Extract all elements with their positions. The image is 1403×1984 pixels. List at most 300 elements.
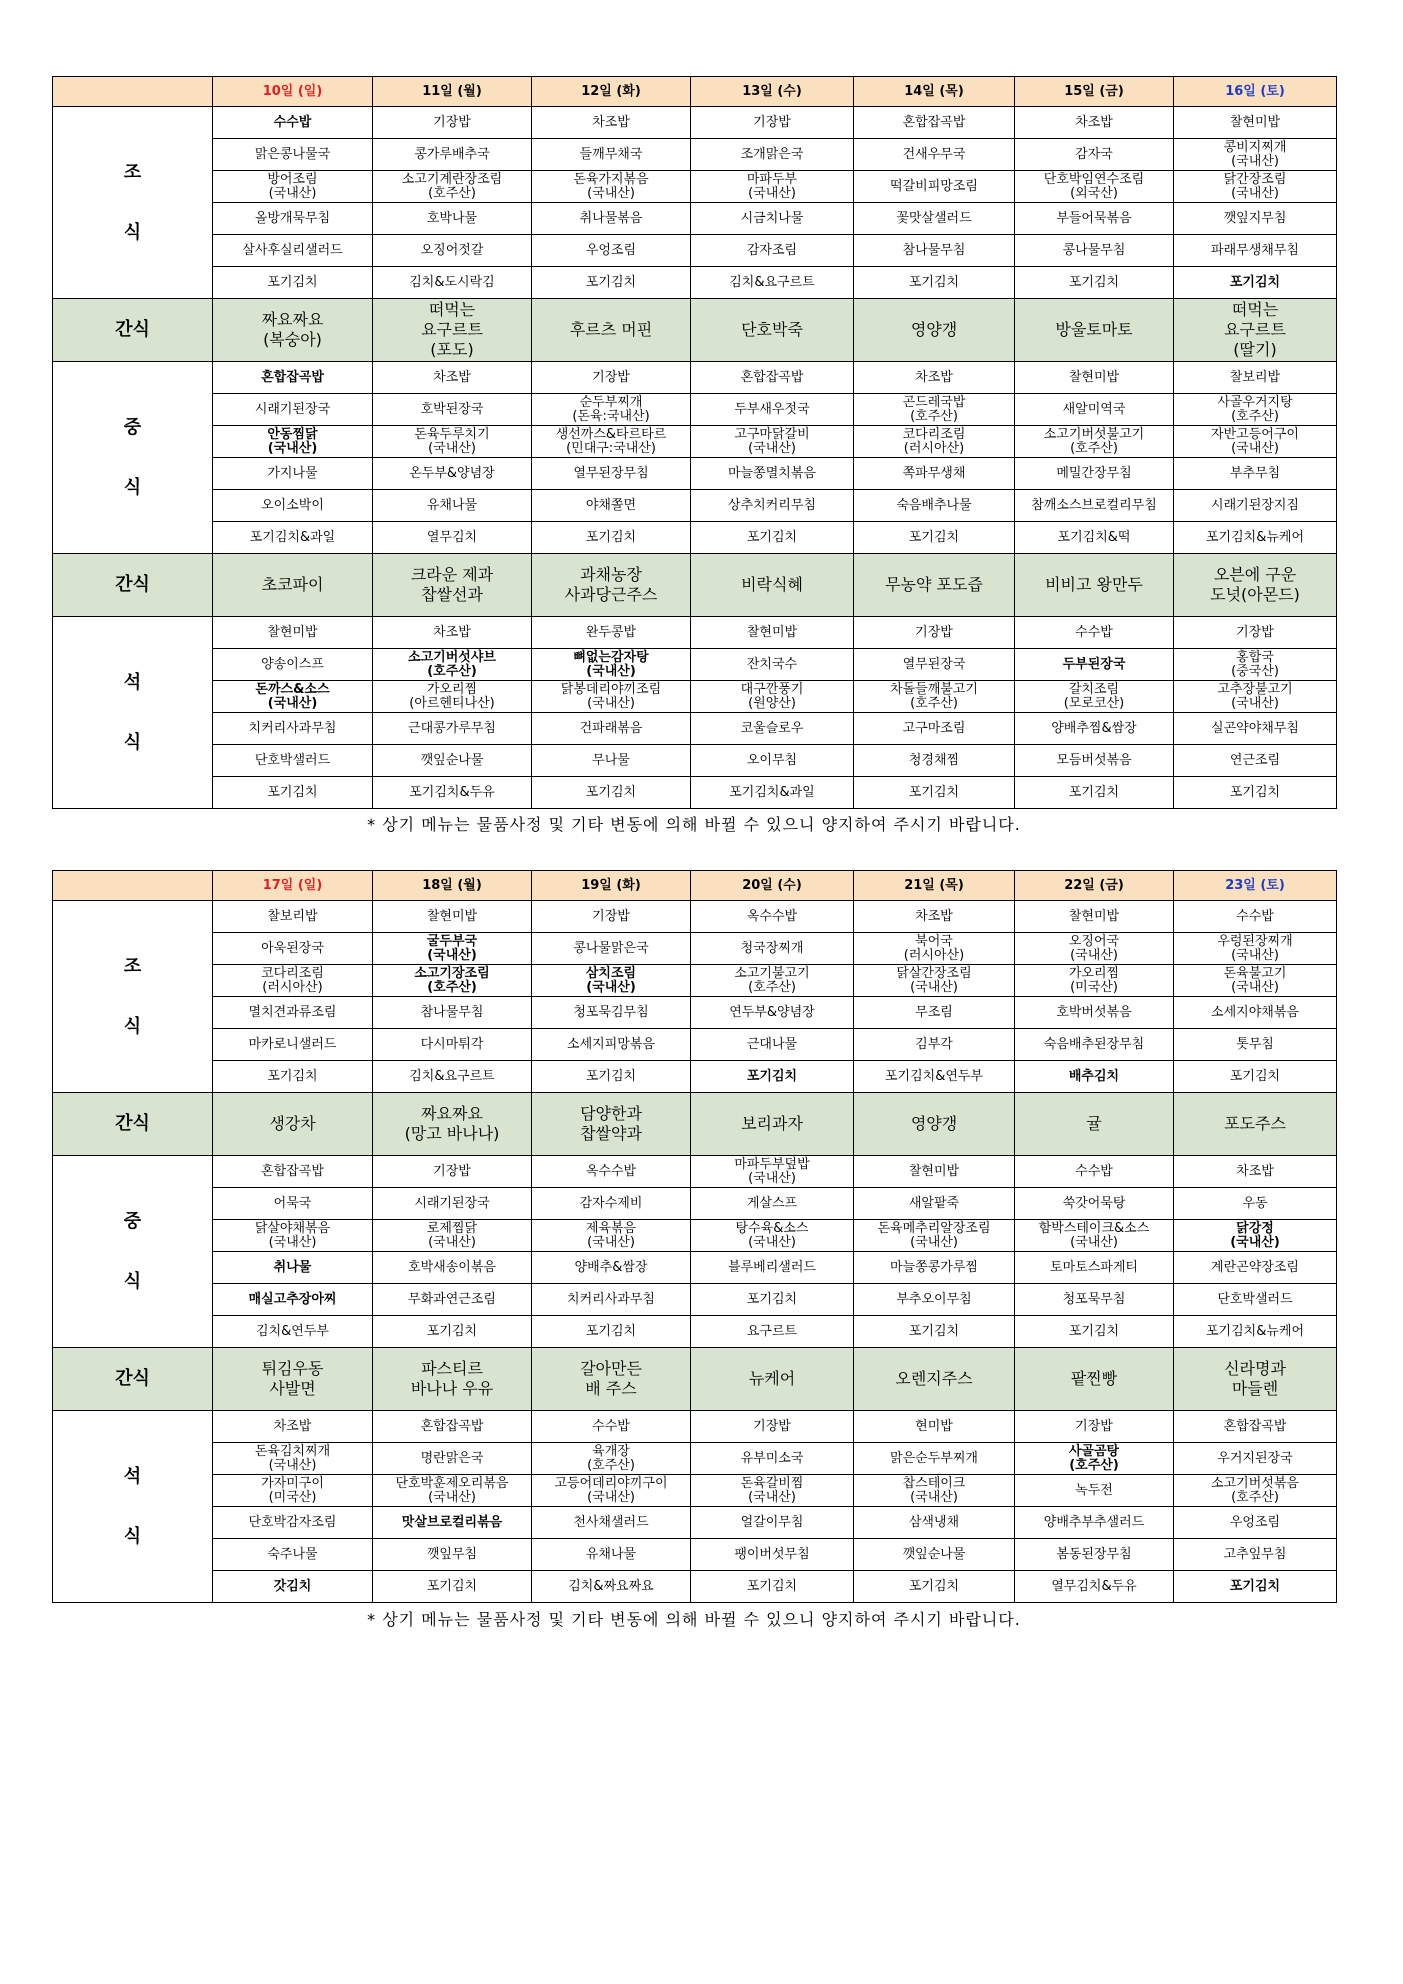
lunch-item: 기장밥: [532, 362, 691, 394]
lunch-item: 열무김치: [373, 522, 532, 554]
snack-item: 담양한과 찹쌀약과: [532, 1093, 691, 1156]
snack-label: 간식: [53, 1093, 213, 1156]
dinner-item: 혼합잡곡밥: [1174, 1411, 1337, 1443]
breakfast-item: 포기김치: [1015, 267, 1174, 299]
breakfast-item: 기장밥: [691, 107, 854, 139]
dinner-item: 차조밥: [213, 1411, 373, 1443]
lunch-item: 요구르트: [691, 1316, 854, 1348]
dinner-item: 포기김치: [854, 777, 1015, 809]
breakfast-item: 삼치조림 (국내산): [532, 965, 691, 997]
breakfast-item: 아욱된장국: [213, 933, 373, 965]
snack-item: 파스티르 바나나 우유: [373, 1348, 532, 1411]
lunch-item: 김치&연두부: [213, 1316, 373, 1348]
dinner-item: 포기김치&과일: [691, 777, 854, 809]
breakfast-item: 오징어젓갈: [373, 235, 532, 267]
snack-item: 튀김우동 사발면: [213, 1348, 373, 1411]
lunch-item: 가지나물: [213, 458, 373, 490]
lunch-item: 옥수수밥: [532, 1156, 691, 1188]
lunch-item: 포기김치: [373, 1316, 532, 1348]
dinner-item: 차조밥: [373, 617, 532, 649]
breakfast-item: 가오리찜 (미국산): [1015, 965, 1174, 997]
lunch-item: 두부새우젓국: [691, 394, 854, 426]
dinner-item: 봄동된장무침: [1015, 1539, 1174, 1571]
dinner-item: 맛살브로컬리볶음: [373, 1507, 532, 1539]
snack-item: 영양갱: [854, 299, 1015, 362]
lunch-item: 포기김치: [532, 1316, 691, 1348]
dinner-item: 명란맑은국: [373, 1443, 532, 1475]
breakfast-item: 포기김치: [691, 1061, 854, 1093]
snack-item: 생강차: [213, 1093, 373, 1156]
day-header: 10일 (일): [213, 77, 373, 107]
dinner-label: 석 식: [53, 1411, 213, 1603]
snack-item: 갈아만든 배 주스: [532, 1348, 691, 1411]
lunch-item: 양배추&쌈장: [532, 1252, 691, 1284]
dinner-item: 양배추부추샐러드: [1015, 1507, 1174, 1539]
breakfast-item: 시금치나물: [691, 203, 854, 235]
breakfast-item: 올방개묵무침: [213, 203, 373, 235]
breakfast-item: 마파두부 (국내산): [691, 171, 854, 203]
breakfast-item: 포기김치: [532, 267, 691, 299]
lunch-item: 돈육두루치기 (국내산): [373, 426, 532, 458]
dinner-item: 고등어데리야끼구이 (국내산): [532, 1475, 691, 1507]
lunch-item: 순두부찌개 (돈육:국내산): [532, 394, 691, 426]
lunch-item: 돈육메추리알장조림 (국내산): [854, 1220, 1015, 1252]
breakfast-item: 찰보리밥: [213, 901, 373, 933]
dinner-item: 차돌들깨불고기 (호주산): [854, 681, 1015, 713]
breakfast-item: 근대나물: [691, 1029, 854, 1061]
breakfast-item: 꽃맛살샐러드: [854, 203, 1015, 235]
breakfast-item: 굴두부국 (국내산): [373, 933, 532, 965]
breakfast-item: 콩나물무침: [1015, 235, 1174, 267]
dinner-item: 닭봉데리야끼조림 (국내산): [532, 681, 691, 713]
breakfast-item: 연두부&양념장: [691, 997, 854, 1029]
dinner-item: 갈치조림 (모로코산): [1015, 681, 1174, 713]
lunch-item: 참깨소스브로컬리무침: [1015, 490, 1174, 522]
dinner-item: 오이무침: [691, 745, 854, 777]
breakfast-item: 포기김치&연두부: [854, 1061, 1015, 1093]
dinner-item: 수수밥: [1015, 617, 1174, 649]
day-header: 22일 (금): [1015, 871, 1174, 901]
breakfast-item: 부들어묵볶음: [1015, 203, 1174, 235]
lunch-item: 혼합잡곡밥: [691, 362, 854, 394]
breakfast-item: 떡갈비피망조림: [854, 171, 1015, 203]
snack-item: 비락식혜: [691, 554, 854, 617]
lunch-item: 마늘쫑콩가루찜: [854, 1252, 1015, 1284]
dinner-item: 가자미구이 (미국산): [213, 1475, 373, 1507]
breakfast-item: 호박나물: [373, 203, 532, 235]
lunch-item: 온두부&양념장: [373, 458, 532, 490]
lunch-item: 마파두부덮밥 (국내산): [691, 1156, 854, 1188]
day-header: 19일 (화): [532, 871, 691, 901]
lunch-item: 포기김치: [691, 1284, 854, 1316]
breakfast-item: 돈육가지볶음 (국내산): [532, 171, 691, 203]
dinner-item: 단호박샐러드: [213, 745, 373, 777]
lunch-item: 게살스프: [691, 1188, 854, 1220]
dinner-item: 찰현미밥: [691, 617, 854, 649]
day-header: 20일 (수): [691, 871, 854, 901]
day-header: 16일 (토): [1174, 77, 1337, 107]
dinner-item: 수수밥: [532, 1411, 691, 1443]
breakfast-item: 포기김치: [532, 1061, 691, 1093]
breakfast-item: 기장밥: [373, 107, 532, 139]
lunch-item: 감자수제비: [532, 1188, 691, 1220]
breakfast-item: 옥수수밥: [691, 901, 854, 933]
lunch-item: 오이소박이: [213, 490, 373, 522]
lunch-label: 중 식: [53, 362, 213, 554]
lunch-item: 찰보리밥: [1174, 362, 1337, 394]
breakfast-item: 닭간장조림 (국내산): [1174, 171, 1337, 203]
snack-label: 간식: [53, 554, 213, 617]
day-header: 17일 (일): [213, 871, 373, 901]
breakfast-item: 포기김치: [213, 267, 373, 299]
dinner-label: 석 식: [53, 617, 213, 809]
breakfast-item: 포기김치: [1174, 1061, 1337, 1093]
snack-item: 크라운 제과 찹쌀선과: [373, 554, 532, 617]
dinner-item: 포기김치: [691, 1571, 854, 1603]
lunch-item: 시래기된장국: [213, 394, 373, 426]
dinner-item: 우엉조림: [1174, 1507, 1337, 1539]
lunch-item: 차조밥: [373, 362, 532, 394]
breakfast-item: 단호박임연수조림 (외국산): [1015, 171, 1174, 203]
lunch-item: 찰현미밥: [854, 1156, 1015, 1188]
breakfast-item: 톳무침: [1174, 1029, 1337, 1061]
dinner-item: 포기김치: [532, 777, 691, 809]
lunch-item: 숙음배추나물: [854, 490, 1015, 522]
snack-item: 팥찐빵: [1015, 1348, 1174, 1411]
lunch-item: 소고기버섯불고기 (호주산): [1015, 426, 1174, 458]
dinner-item: 양송이스프: [213, 649, 373, 681]
dinner-item: 모듬버섯볶음: [1015, 745, 1174, 777]
dinner-item: 혼합잡곡밥: [373, 1411, 532, 1443]
lunch-item: 부추오이무침: [854, 1284, 1015, 1316]
breakfast-item: 방어조림 (국내산): [213, 171, 373, 203]
lunch-item: 안동찜닭 (국내산): [213, 426, 373, 458]
menu-table-week-2: [52, 870, 1337, 1603]
lunch-item: 고구마닭갈비 (국내산): [691, 426, 854, 458]
breakfast-item: 수수밥: [213, 107, 373, 139]
breakfast-item: 청포묵김무침: [532, 997, 691, 1029]
lunch-item: 혼합잡곡밥: [213, 1156, 373, 1188]
dinner-item: 기장밥: [1015, 1411, 1174, 1443]
breakfast-item: 김치&도시락김: [373, 267, 532, 299]
lunch-item: 마늘쫑멸치볶음: [691, 458, 854, 490]
breakfast-item: 포기김치: [854, 267, 1015, 299]
snack-label: 간식: [53, 299, 213, 362]
breakfast-item: 북어국 (러시아산): [854, 933, 1015, 965]
lunch-item: 열무된장무침: [532, 458, 691, 490]
dinner-item: 김치&짜요짜요: [532, 1571, 691, 1603]
snack-item: 무농약 포도즙: [854, 554, 1015, 617]
lunch-item: 유채나물: [373, 490, 532, 522]
lunch-item: 포기김치: [854, 522, 1015, 554]
breakfast-item: 참나물무침: [854, 235, 1015, 267]
day-header: 18일 (월): [373, 871, 532, 901]
breakfast-item: 들깨무채국: [532, 139, 691, 171]
breakfast-item: 김부각: [854, 1029, 1015, 1061]
snack-item: 영양갱: [854, 1093, 1015, 1156]
dinner-item: 실곤약야채무침: [1174, 713, 1337, 745]
dinner-item: 육개장 (호주산): [532, 1443, 691, 1475]
lunch-item: 부추무침: [1174, 458, 1337, 490]
lunch-item: 곤드레국밥 (호주산): [854, 394, 1015, 426]
lunch-item: 야채쫄면: [532, 490, 691, 522]
lunch-item: 탕수육&소스 (국내산): [691, 1220, 854, 1252]
lunch-item: 블루베리샐러드: [691, 1252, 854, 1284]
lunch-item: 혼합잡곡밥: [213, 362, 373, 394]
lunch-item: 무화과연근조림: [373, 1284, 532, 1316]
lunch-item: 차조밥: [1174, 1156, 1337, 1188]
dinner-item: 포기김치: [213, 777, 373, 809]
dinner-item: 포기김치: [1015, 777, 1174, 809]
day-header: 15일 (금): [1015, 77, 1174, 107]
lunch-item: 포기김치: [1015, 1316, 1174, 1348]
dinner-item: 돈육김치찌개 (국내산): [213, 1443, 373, 1475]
breakfast-item: 소세지야채볶음: [1174, 997, 1337, 1029]
breakfast-item: 소고기장조림 (호주산): [373, 965, 532, 997]
snack-item: 포도주스: [1174, 1093, 1337, 1156]
snack-item: 보리과자: [691, 1093, 854, 1156]
breakfast-item: 멸치견과류조림: [213, 997, 373, 1029]
dinner-item: 포기김치: [1174, 777, 1337, 809]
dinner-item: 고추장불고기 (국내산): [1174, 681, 1337, 713]
lunch-item: 생선까스&타르타르 (민대구:국내산): [532, 426, 691, 458]
dinner-item: 완두콩밥: [532, 617, 691, 649]
dinner-item: 포기김치: [1174, 1571, 1337, 1603]
dinner-item: 유채나물: [532, 1539, 691, 1571]
breakfast-item: 콩비지찌개 (국내산): [1174, 139, 1337, 171]
lunch-item: 시래기된장국: [373, 1188, 532, 1220]
lunch-item: 차조밥: [854, 362, 1015, 394]
snack-item: 귤: [1015, 1093, 1174, 1156]
lunch-item: 수수밥: [1015, 1156, 1174, 1188]
snack-label: 간식: [53, 1348, 213, 1411]
snack-item: 후르츠 머핀: [532, 299, 691, 362]
lunch-item: 사골우거지탕 (호주산): [1174, 394, 1337, 426]
lunch-item: 청포묵무침: [1015, 1284, 1174, 1316]
dinner-item: 소고기버섯샤브 (호주산): [373, 649, 532, 681]
lunch-item: 찰현미밥: [1015, 362, 1174, 394]
lunch-item: 취나물: [213, 1252, 373, 1284]
lunch-item: 치커리사과무침: [532, 1284, 691, 1316]
dinner-item: 포기김치: [854, 1571, 1015, 1603]
day-header: 11일 (월): [373, 77, 532, 107]
breakfast-item: 수수밥: [1174, 901, 1337, 933]
menu-table-week-1: [52, 76, 1337, 809]
snack-item: 비비고 왕만두: [1015, 554, 1174, 617]
day-header: 12일 (화): [532, 77, 691, 107]
breakfast-item: 우렁된장찌개 (국내산): [1174, 933, 1337, 965]
breakfast-item: 배추김치: [1015, 1061, 1174, 1093]
snack-item: 오렌지주스: [854, 1348, 1015, 1411]
dinner-item: 근대콩가루무침: [373, 713, 532, 745]
dinner-item: 녹두전: [1015, 1475, 1174, 1507]
lunch-item: 새알팥죽: [854, 1188, 1015, 1220]
lunch-item: 함박스테이크&소스 (국내산): [1015, 1220, 1174, 1252]
lunch-item: 포기김치&뉴케어: [1174, 522, 1337, 554]
lunch-item: 토마토스파게티: [1015, 1252, 1174, 1284]
dinner-item: 양배추찜&쌈장: [1015, 713, 1174, 745]
breakfast-item: 찰현미밥: [373, 901, 532, 933]
snack-item: 짜요짜요 (망고 바나나): [373, 1093, 532, 1156]
day-header: 14일 (목): [854, 77, 1015, 107]
lunch-item: 닭강정 (국내산): [1174, 1220, 1337, 1252]
lunch-item: 닭살야채볶음 (국내산): [213, 1220, 373, 1252]
breakfast-item: 차조밥: [532, 107, 691, 139]
dinner-item: 얼갈이무침: [691, 1507, 854, 1539]
dinner-item: 찰현미밥: [213, 617, 373, 649]
lunch-item: 메밀간장무침: [1015, 458, 1174, 490]
breakfast-item: 맑은콩나물국: [213, 139, 373, 171]
breakfast-item: 찰현미밥: [1174, 107, 1337, 139]
notice-text-1: * 상기 메뉴는 물품사정 및 기타 변동에 의해 바뀔 수 있으니 양지하여 주시기 바랍니다.: [367, 815, 1021, 834]
lunch-item: 시래기된장지짐: [1174, 490, 1337, 522]
breakfast-item: 무조림: [854, 997, 1015, 1029]
breakfast-label: 조 식: [53, 107, 213, 299]
dinner-item: 고추잎무침: [1174, 1539, 1337, 1571]
dinner-item: 돈까스&소스 (국내산): [213, 681, 373, 713]
lunch-item: 호박새송이볶음: [373, 1252, 532, 1284]
dinner-item: 포기김치&두유: [373, 777, 532, 809]
breakfast-item: 깻잎지무침: [1174, 203, 1337, 235]
breakfast-item: 청국장찌개: [691, 933, 854, 965]
breakfast-item: 마카로니샐러드: [213, 1029, 373, 1061]
dinner-item: 가오리찜 (아르헨티나산): [373, 681, 532, 713]
dinner-item: 기장밥: [691, 1411, 854, 1443]
breakfast-item: 파래무생채무침: [1174, 235, 1337, 267]
breakfast-item: 닭살간장조림 (국내산): [854, 965, 1015, 997]
breakfast-item: 김치&요구르트: [373, 1061, 532, 1093]
dinner-item: 코울슬로우: [691, 713, 854, 745]
dinner-item: 뼈없는감자탕 (국내산): [532, 649, 691, 681]
snack-item: 단호박죽: [691, 299, 854, 362]
dinner-item: 맑은순두부찌개: [854, 1443, 1015, 1475]
snack-item: 떠먹는 요구르트 (포도): [373, 299, 532, 362]
dinner-item: 깻잎무침: [373, 1539, 532, 1571]
header-corner: [53, 77, 213, 107]
lunch-item: 포기김치&떡: [1015, 522, 1174, 554]
dinner-item: 현미밥: [854, 1411, 1015, 1443]
breakfast-item: 코다리조림 (러시아산): [213, 965, 373, 997]
dinner-item: 갓김치: [213, 1571, 373, 1603]
lunch-item: 포기김치&뉴케어: [1174, 1316, 1337, 1348]
breakfast-item: 오징어국 (국내산): [1015, 933, 1174, 965]
lunch-item: 포기김치: [691, 522, 854, 554]
lunch-item: 계란곤약장조림: [1174, 1252, 1337, 1284]
dinner-item: 기장밥: [1174, 617, 1337, 649]
breakfast-item: 기장밥: [532, 901, 691, 933]
breakfast-item: 소고기계란장조림 (호주산): [373, 171, 532, 203]
lunch-item: 단호박샐러드: [1174, 1284, 1337, 1316]
breakfast-item: 참나물무침: [373, 997, 532, 1029]
dinner-item: 삼색냉채: [854, 1507, 1015, 1539]
dinner-item: 연근조림: [1174, 745, 1337, 777]
lunch-item: 쑥갓어묵탕: [1015, 1188, 1174, 1220]
breakfast-item: 건새우무국: [854, 139, 1015, 171]
breakfast-item: 조개맑은국: [691, 139, 854, 171]
dinner-item: 무나물: [532, 745, 691, 777]
breakfast-item: 차조밥: [854, 901, 1015, 933]
breakfast-item: 숙음배추된장무침: [1015, 1029, 1174, 1061]
breakfast-item: 포기김치: [1174, 267, 1337, 299]
dinner-item: 두부된장국: [1015, 649, 1174, 681]
breakfast-item: 콩나물맑은국: [532, 933, 691, 965]
lunch-item: 코다리조림 (러시아산): [854, 426, 1015, 458]
dinner-item: 포기김치: [373, 1571, 532, 1603]
dinner-item: 찹스테이크 (국내산): [854, 1475, 1015, 1507]
dinner-item: 단호박감자조림: [213, 1507, 373, 1539]
breakfast-item: 감자조림: [691, 235, 854, 267]
breakfast-item: 김치&요구르트: [691, 267, 854, 299]
breakfast-item: 우엉조림: [532, 235, 691, 267]
day-header: 13일 (수): [691, 77, 854, 107]
snack-item: 과채농장 사과당근주스: [532, 554, 691, 617]
lunch-item: 포기김치&과일: [213, 522, 373, 554]
dinner-item: 돈육갈비찜 (국내산): [691, 1475, 854, 1507]
lunch-item: 포기김치: [854, 1316, 1015, 1348]
breakfast-item: 다시마튀각: [373, 1029, 532, 1061]
day-header: 23일 (토): [1174, 871, 1337, 901]
dinner-item: 숙주나물: [213, 1539, 373, 1571]
header-corner: [53, 871, 213, 901]
snack-item: 신라명과 마들렌: [1174, 1348, 1337, 1411]
dinner-item: 깻잎순나물: [373, 745, 532, 777]
lunch-label: 중 식: [53, 1156, 213, 1348]
snack-item: 방울토마토: [1015, 299, 1174, 362]
dinner-item: 치커리사과무침: [213, 713, 373, 745]
breakfast-item: 돈육불고기 (국내산): [1174, 965, 1337, 997]
lunch-item: 기장밥: [373, 1156, 532, 1188]
lunch-item: 호박된장국: [373, 394, 532, 426]
dinner-item: 대구깐풍기 (원양산): [691, 681, 854, 713]
breakfast-item: 찰현미밥: [1015, 901, 1174, 933]
dinner-item: 고구마조림: [854, 713, 1015, 745]
snack-item: 짜요짜요 (복숭아): [213, 299, 373, 362]
breakfast-item: 소세지피망볶음: [532, 1029, 691, 1061]
dinner-item: 건파래볶음: [532, 713, 691, 745]
snack-item: 뉴케어: [691, 1348, 854, 1411]
lunch-item: 어묵국: [213, 1188, 373, 1220]
dinner-item: 잔치국수: [691, 649, 854, 681]
dinner-item: 홍합국 (중국산): [1174, 649, 1337, 681]
notice-text-2: * 상기 메뉴는 물품사정 및 기타 변동에 의해 바뀔 수 있으니 양지하여 주시기 바랍니다.: [367, 1610, 1021, 1629]
lunch-item: 상추치커리무침: [691, 490, 854, 522]
breakfast-item: 포기김치: [213, 1061, 373, 1093]
dinner-item: 청경채찜: [854, 745, 1015, 777]
snack-item: 오븐에 구운 도넛(아몬드): [1174, 554, 1337, 617]
breakfast-item: 혼합잡곡밥: [854, 107, 1015, 139]
breakfast-item: 호박버섯볶음: [1015, 997, 1174, 1029]
lunch-item: 제육볶음 (국내산): [532, 1220, 691, 1252]
lunch-item: 매실고추장아찌: [213, 1284, 373, 1316]
dinner-item: 유부미소국: [691, 1443, 854, 1475]
dinner-item: 천사채샐러드: [532, 1507, 691, 1539]
breakfast-item: 차조밥: [1015, 107, 1174, 139]
dinner-item: 팽이버섯무침: [691, 1539, 854, 1571]
dinner-item: 열무된장국: [854, 649, 1015, 681]
lunch-item: 새알미역국: [1015, 394, 1174, 426]
snack-item: 떠먹는 요구르트 (딸기): [1174, 299, 1337, 362]
breakfast-item: 살사후실리샐러드: [213, 235, 373, 267]
breakfast-item: 감자국: [1015, 139, 1174, 171]
dinner-item: 깻잎순나물: [854, 1539, 1015, 1571]
lunch-item: 포기김치: [532, 522, 691, 554]
dinner-item: 열무김치&두유: [1015, 1571, 1174, 1603]
dinner-item: 단호박훈제오리볶음 (국내산): [373, 1475, 532, 1507]
dinner-item: 기장밥: [854, 617, 1015, 649]
breakfast-item: 소고기불고기 (호주산): [691, 965, 854, 997]
day-header: 21일 (목): [854, 871, 1015, 901]
breakfast-label: 조 식: [53, 901, 213, 1093]
